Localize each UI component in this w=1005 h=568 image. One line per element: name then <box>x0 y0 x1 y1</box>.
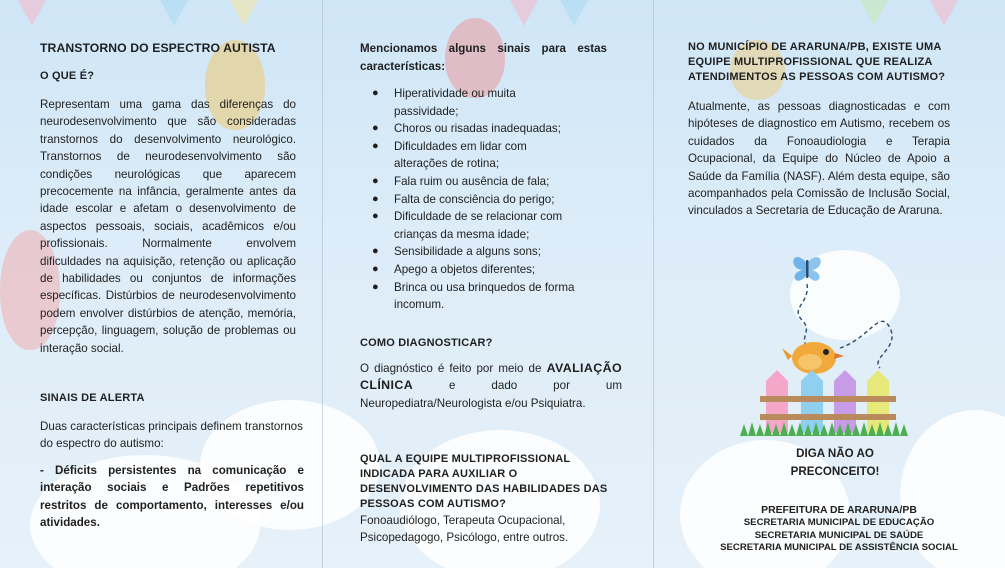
bird-trail <box>840 321 892 368</box>
sign-item <box>372 261 582 279</box>
sign-item <box>372 85 582 120</box>
sign-text: Choros ou risadas inadequadas; <box>394 122 561 136</box>
butterfly-icon <box>793 257 820 281</box>
brochure-title: TRANSTORNO DO ESPECTRO AUTISTA <box>40 41 276 55</box>
bullet-icon: ● <box>372 87 379 99</box>
sign-text: Sensibilidade a alguns sons; <box>394 245 541 259</box>
slogan <box>760 445 910 480</box>
diagnose-heading: COMO DIAGNOSTICAR? <box>360 337 493 349</box>
fence-icon <box>760 370 896 433</box>
sign-item <box>372 208 582 243</box>
panel-signs <box>360 0 622 568</box>
sign-item <box>372 120 582 138</box>
fold-line <box>322 0 323 568</box>
sign-text: Dificuldades em lidar com alterações de rotina; <box>394 139 527 171</box>
bullet-icon: ● <box>372 192 379 205</box>
footer-line: SECRETARIA MUNICIPAL DE SAÚDE <box>754 529 924 541</box>
what-text: Representam uma gama das diferenças do neurodesenvolvimento que são consideradas transtornos do desenvolvimento neurológico. Transtornos de neurodesenvolvimento são condições neurológicas que aparecem precocemente na infância, geralmente antes da idade escolar e afetam o desenvolvimento de aspectos pessoais, sociais, acadêmicos e/ou profissionais. Normalmente envolvem dificuldades na aquisição, retenção ou aplicação de habilidades ou conjuntos de informações específicas. Distúrbios de neurodesenvolvimento podem envolver distúrbios de atenção, memória, percepção, linguagem, solução de problemas ou interação social. <box>40 98 296 355</box>
araruna-heading: NO MUNICÍPIO DE ARARUNA/PB, EXISTE UMA EQUIPE MULTIPROFISSIONAL QUE REALIZA ATENDIMENTOS AS PESSOAS COM AUTISMO? <box>688 41 946 83</box>
sign-text: Brinca ou usa brinquedos de forma incomum. <box>394 280 575 312</box>
bullet-icon: ● <box>372 280 379 293</box>
signs-list <box>372 85 582 314</box>
signs-heading: SINAIS DE ALERTA <box>40 392 145 404</box>
bullet-icon: ● <box>372 174 379 187</box>
sign-text: Fala ruim ou ausência de fala; <box>394 174 550 188</box>
footer-line: SECRETARIA MUNICIPAL DE EDUCAÇÃO <box>743 517 935 529</box>
what-heading: O QUE É? <box>40 70 95 82</box>
sign-item <box>372 173 582 191</box>
deficits-text: - Déficits persistentes na comunicação e interação sociais e Padrões repetitivos restritos de comportamento, interesses e/ou atividades. <box>40 464 304 530</box>
team-text: Fonoaudiólogo, Terapeuta Ocupacional, Psicopedagogo, Psicólogo, entre outros. <box>360 514 569 545</box>
slogan-line-2: PRECONCEITO! <box>790 464 880 478</box>
bullet-icon: ● <box>372 122 379 135</box>
team-heading: QUAL A EQUIPE MULTIPROFISSIONAL INDICADA PARA AUXILIAR O DESENVOLVIMENTO DAS HABILIDADES DAS PESSOAS COM AUTISMO? <box>360 453 608 510</box>
diagnose-prefix: O diagnóstico é feito por meio de <box>360 362 542 375</box>
diagnose-text <box>360 360 622 412</box>
bullet-icon: ● <box>372 139 379 152</box>
bird-icon <box>782 342 844 374</box>
signs-text: Duas características principais definem transtornos do espectro do autismo: <box>40 420 303 451</box>
sign-text: Apego a objetos diferentes; <box>394 262 536 276</box>
signs-intro: Mencionamos alguns sinais para estas características: <box>360 42 607 73</box>
bullet-icon: ● <box>372 245 379 258</box>
sign-item <box>372 191 582 209</box>
sign-item <box>372 138 582 173</box>
sign-text: Falta de consciência do perigo; <box>394 192 555 206</box>
butterfly-trail <box>798 284 810 348</box>
sign-text: Hiperatividade ou muita passividade; <box>394 87 516 118</box>
slogan-line-1: DIGA NÃO AO <box>796 447 874 460</box>
sign-text: Dificuldade de se relacionar com crianças da mesma idade; <box>394 210 563 241</box>
panel-what-is <box>40 0 310 568</box>
bullet-icon: ● <box>372 210 379 223</box>
footer-institutions <box>718 505 960 555</box>
footer-line: SECRETARIA MUNICIPAL DE ASSISTÊNCIA SOCIAL <box>720 542 958 554</box>
sign-item <box>372 279 582 314</box>
bullet-icon: ● <box>372 262 379 275</box>
diagnose-suffix: e dado por um Neuropediatra/Neurologista e/ou Psiquiatra. <box>360 379 622 410</box>
sign-item <box>372 243 582 261</box>
footer-line: PREFEITURA DE ARARUNA/PB <box>761 505 917 516</box>
araruna-text: Atualmente, as pessoas diagnosticadas e com hipóteses de diagnostico em Autismo, recebem os cuidados da Fonoaudiologia e Terapia Ocupacional, da Equipe do Núcleo de Apoio a Saúde da Família (NASF). Além desta equipe, são acompanhados pela Comissão de Inclusão Social, vinculados a Secretaria de Educação de Araruna. <box>688 100 950 218</box>
illustration <box>730 248 920 438</box>
fold-line <box>653 0 654 568</box>
diagnose-bold: AVALIAÇÃO CLÍNICA <box>360 361 622 393</box>
